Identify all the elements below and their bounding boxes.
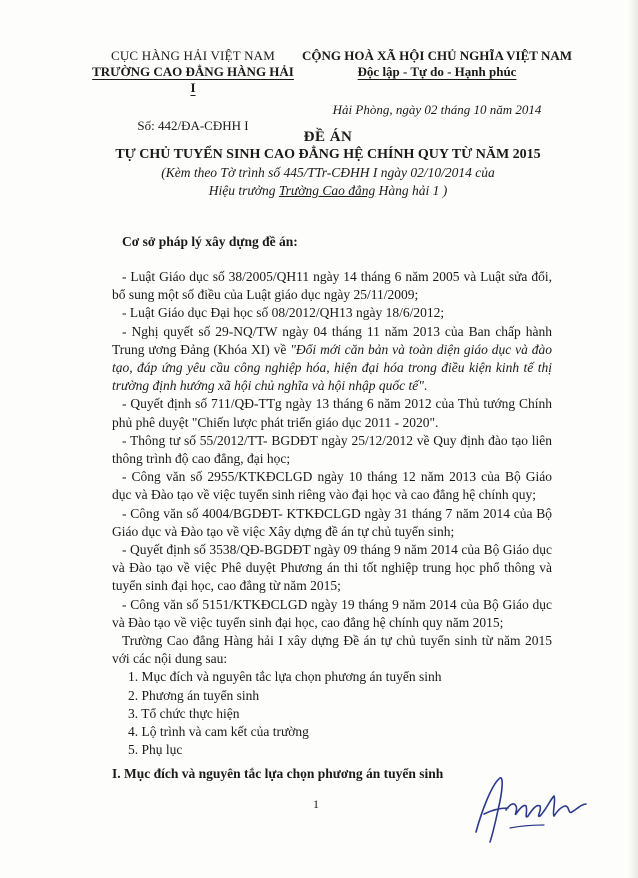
document-title: ĐỀ ÁN [303,129,353,145]
school-name: TRƯỜNG CAO ĐẲNG HÀNG HẢI I [92,64,294,95]
document-attachment-note-line1: (Kèm theo Tờ trình số 445/TTr-CĐHH I ngày 02/10/2014 của [161,165,495,180]
note-underlined: Trường Cao đẳng [278,183,376,198]
resolution-quote: "Đổi mới căn bản và toàn diện giáo dục và đào tạo, đáp ứng yêu cầu công nghiệp hóa, hiện đại hóa trong điều kiện kinh tế thị trường định hướng xã hội chủ nghĩa và hội nhập quốc tế" [112,341,552,394]
legal-item: - Quyết định số 711/QĐ-TTg ngày 13 tháng 6 năm 2012 của Thủ tướng Chính phủ phê duyệt "Chiến lược phát triển giáo dục 2011 - 2020". [112,396,552,430]
legal-item-resolution [112,323,552,396]
legal-item: - Luật Giáo dục Đại học số 08/2012/QH13 ngày 18/6/2012; [122,305,445,321]
legal-item: - Luật Giáo dục số 38/2005/QH11 ngày 14 tháng 6 năm 2005 và Luật sửa đổi, bổ sung một số điều của Luật giáo dục ngày 25/11/2009; [112,269,552,303]
note-suffix: Hàng hải 1 ) [375,183,448,198]
document-body [112,268,552,759]
page-shadow-edge [628,0,638,878]
legal-item: - Quyết định số 3538/QĐ-BGDĐT ngày 09 tháng 9 năm 2014 của Bộ Giáo dục và Đào tạo về việc Phê duyệt Phương án thi tốt nghiệp trung học phổ thông và tuyển sinh đại học, cao đẳng từ năm 2015; [112,542,552,594]
national-header [300,48,574,118]
legal-basis-heading: Cơ sở pháp lý xây dựng đề án: [122,234,298,249]
legal-item: - Công văn số 2955/KTKĐCLGD ngày 10 tháng 12 năm 2013 của Bộ Giáo dục và Đào tạo về việc tuyển sinh riêng vào đại học và cao đẳng hệ chính quy; [112,469,552,503]
contents-item: 4. Lộ trình và cam kết của trường [128,724,309,740]
ministry-name: CỤC HÀNG HẢI VIỆT NAM [110,48,276,63]
resolution-suffix: . [423,378,428,394]
intro-paragraph: Trường Cao đẳng Hàng hải I xây dựng Đề án tự chủ tuyển sinh từ năm 2015 với các nội dung sau: [112,633,552,667]
document-number: Số: 442/ĐA-CĐHH I [137,118,249,133]
contents-item: 1. Mục đích và nguyên tắc lựa chọn phương án tuyển sinh [128,669,442,685]
contents-item: 2. Phương án tuyển sinh [128,687,260,703]
resolution-prefix: - Nghị quyết số 29-NQ/TW ngày 04 tháng 11 năm 2013 của Ban chấp hành Trung ương Đảng (Khóa XI) về [112,323,552,357]
legal-item: - Công văn số 4004/BGDĐT- KTKĐCLGD ngày 31 tháng 7 năm 2014 của Bộ Giáo dục và Đào tạo về việc Xây dựng đề án tự chủ tuyển sinh; [112,505,552,539]
document-date: Hải Phòng, ngày 02 tháng 10 năm 2014 [332,102,542,117]
organization-header [88,48,298,134]
document-title-block [88,128,568,200]
nation-name: CỘNG HOÀ XÃ HỘI CHỦ NGHĨA VIỆT NAM [301,48,573,63]
legal-item: - Công văn số 5151/KTKĐCLGD ngày 19 tháng 9 năm 2014 của Bộ Giáo dục và Đào tạo về việc tuyển sinh đại học, cao đẳng hệ chính quy năm 2015; [112,596,552,630]
page-number: 1 [313,797,319,811]
national-motto: Độc lập - Tự do - Hạnh phúc [357,64,517,79]
handwritten-signature [470,770,590,850]
document-attachment-note-line2 [88,182,568,200]
legal-item: - Thông tư số 55/2012/TT- BGDĐT ngày 25/12/2012 về Quy định đào tạo liên thông trình độ cao đẳng, đại học; [112,432,552,467]
document-subtitle: TỰ CHỦ TUYỂN SINH CAO ĐẲNG HỆ CHÍNH QUY TỪ NĂM 2015 [115,147,541,162]
section-1-heading: I. Mục đích và nguyên tắc lựa chọn phương án tuyển sinh [112,766,444,781]
note-prefix: Hiệu trưởng [208,183,279,198]
contents-item: 3. Tổ chức thực hiện [128,705,240,721]
contents-item: 5. Phụ lục [128,742,183,758]
contents-list [112,668,552,759]
